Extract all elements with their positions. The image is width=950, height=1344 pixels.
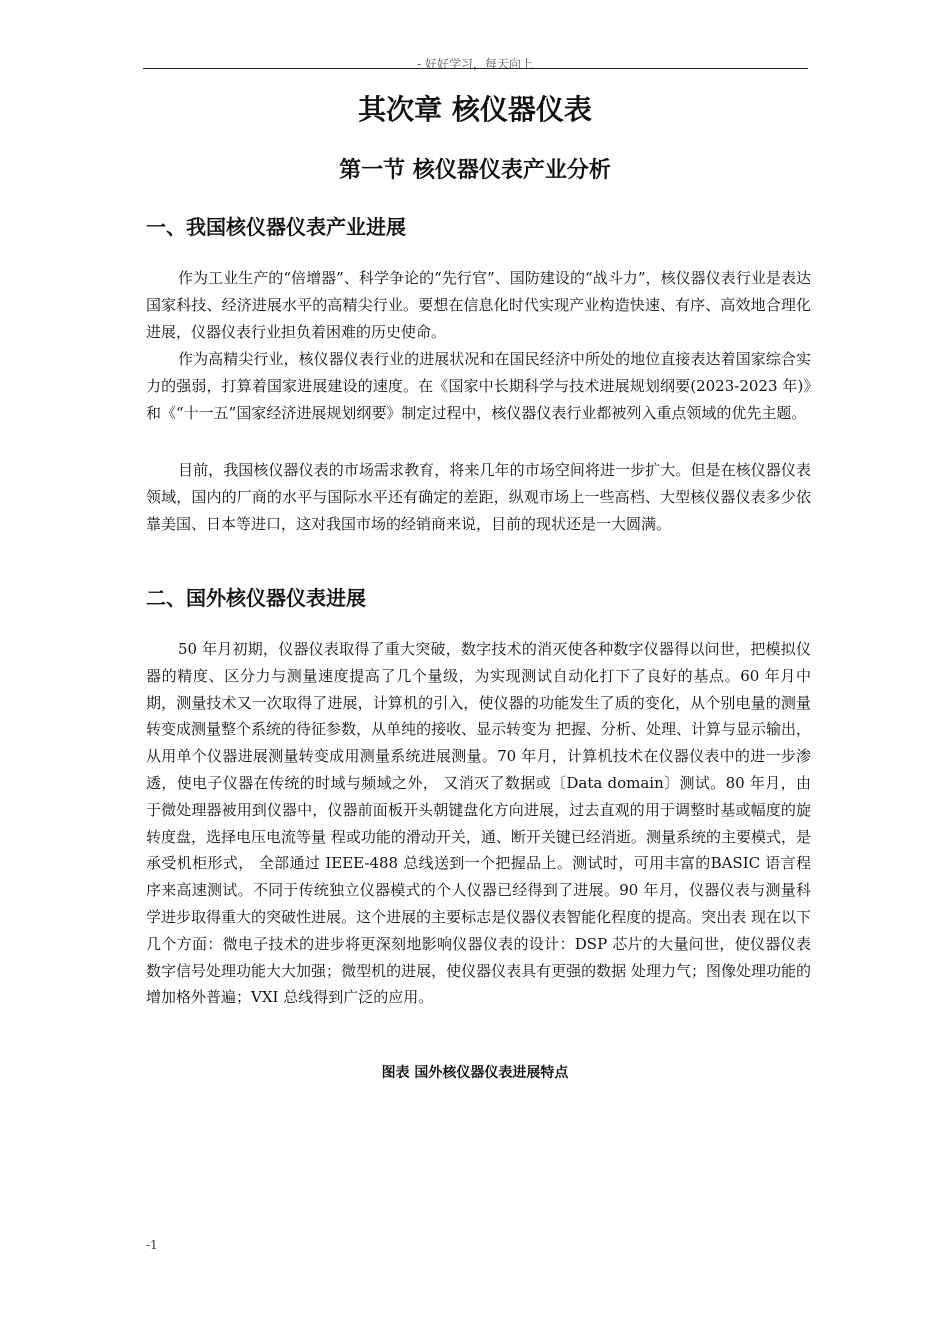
header-rule	[143, 68, 808, 69]
paragraph: 作为高精尖行业，核仪器仪表行业的进展状况和在国民经济中所处的地位直接表达着国家综合实力的强弱，打算着国家进展建设的速度。在《国家中长期科学与技术进展规划纲要(2023-2023 年)》和《“十一五”国家经济进展规划纲要》制定过程中，核仪器仪表行业都被列入重点领域的优先主题。	[146, 350, 811, 422]
paragraph: 目前，我国核仪器仪表的市场需求教育，将来几年的市场空间将进一步扩大。但是在核仪器仪表领域，国内的厂商的水平与国际水平还有确定的差距，纵观市场上一些高档、大型核仪器仪表多少依靠美国、日本等进口，这对我国市场的经销商来说，目前的现状还是一大圆满。	[146, 461, 811, 533]
section-title: 第一节 核仪器仪表产业分析	[339, 158, 611, 183]
paragraph: 50 年月初期，仪器仪表取得了重大突破，数字技术的消灭使各种数字仪器得以问世，把模拟仪器的精度、区分力与测量速度提高了几个量级，为实现测试自动化打下了良好的基点。60 年月中期，测量技术又一次取得了进展，计算机的引入，使仪器的功能发生了质的变化，从个别电量的测量转变成测量整个系统的待征参数，从单纯的接收、显示转变为 把握、分析、处理、计算与显示输出，从用单个仪器进展测量转变成用测量系统进展测量。70 年月，计算机技术在仪器仪表中的进一步渗透，使电子仪器在传统的时域与频域之外， 又消灭了数据或〔Data domain〕测试。80 年月，由于微处理器被用到仪器中，仪器前面板开头朝键盘化方向进展，过去直观的用于调整时基或幅度的旋转度盘，选择电压电流等量 程或功能的滑动开关，通、断开关键已经消逝。测量系统的主要模式，是承受机柜形式， 全部通过 IEEE-488 总线送到一个把握品上。测试时，可用丰富的BASIC 语言程序来高速测试。不同于传统独立仪器模式的个人仪器已经得到了进展。90 年月，仪器仪表与测量科学进步取得重大的突破性进展。这个进展的主要标志是仪器仪表智能化程度的提高。突出表 现在以下几个方面：微电子技术的进步将更深刻地影响仪器仪表的设计：DSP 芯片的大量问世，使仪器仪表数字信号处理功能大大加强；微型机的进展，使仪器仪表具有更强的数据 处理力气；图像处理功能的增加格外普遍；VXI 总线得到广泛的应用。	[146, 640, 811, 1007]
chapter-title: 其次章 核仪器仪表	[358, 93, 592, 126]
page-number: -1	[146, 1238, 158, 1252]
section-heading-1: 一、我国核仪器仪表产业进展	[146, 215, 406, 239]
paragraph: 作为工业生产的“倍增器”、科学争论的“先行官”、国防建设的“战斗力”，核仪器仪表行业是表达国家科技、经济进展水平的高精尖行业。要想在信息化时代实现产业构造快速、有序、高效地合理化进展，仪器仪表行业担负着困难的历史使命。	[146, 269, 811, 341]
running-header: - 好好学习，每天向上	[417, 57, 533, 71]
figure-caption: 图表 国外核仪器仪表进展特点	[381, 1065, 569, 1081]
section-heading-2: 二、国外核仪器仪表进展	[146, 586, 366, 610]
